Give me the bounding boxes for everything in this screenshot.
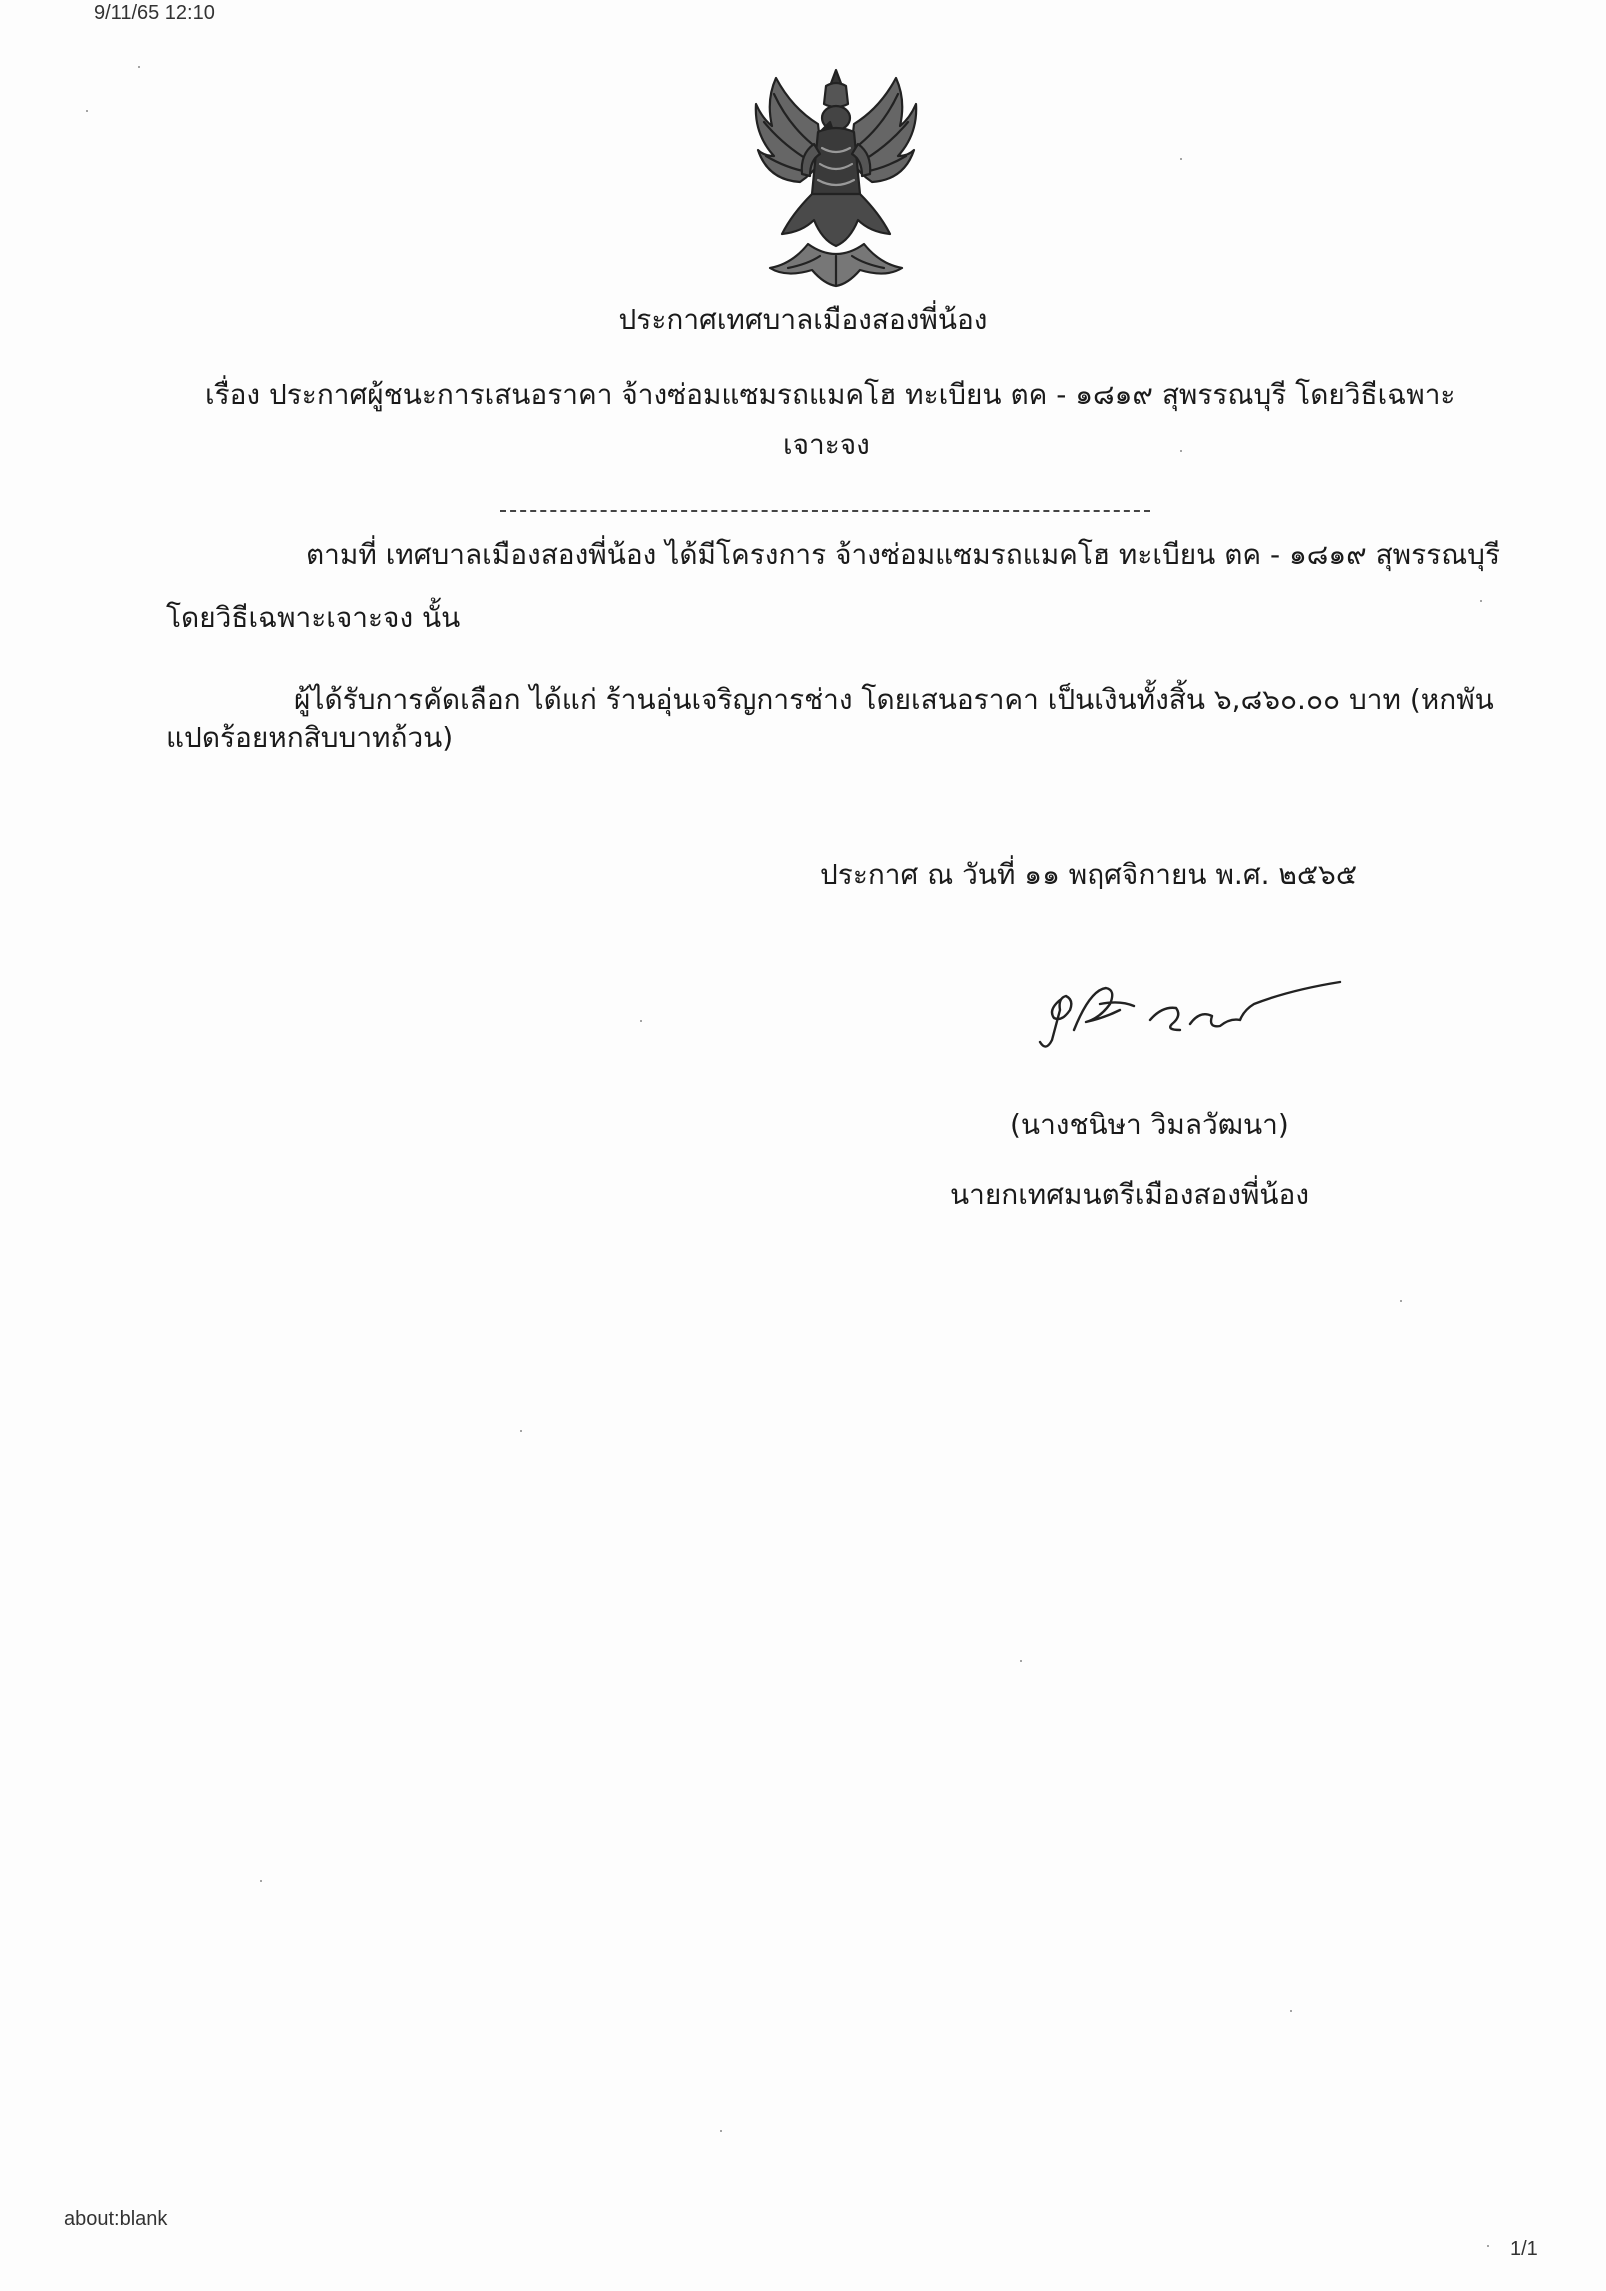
body-paragraph-1-line-2: โดยวิธีเฉพาะเจาะจง นั้น: [166, 601, 461, 634]
body-paragraph-2-line-1: ผู้ได้รับการคัดเลือก ได้แก่ ร้านอุ่นเจริญการช่าง โดยเสนอราคา เป็นเงินทั้งสิ้น ๖,๘๖๐.๐๐ บาท (หกพัน: [294, 683, 1494, 716]
document-title: ประกาศเทศบาลเมืองสองพี่น้อง: [618, 303, 988, 336]
scan-speck: [1180, 450, 1182, 452]
title-divider: [500, 510, 1150, 512]
scan-speck: [720, 2130, 722, 2132]
scan-speck: [1290, 2010, 1292, 2012]
garuda-emblem-icon: [752, 64, 920, 290]
scan-speck: [640, 1020, 642, 1022]
scan-speck: [520, 1430, 522, 1432]
body-paragraph-2-line-2: แปดร้อยหกสิบบาทถ้วน): [166, 721, 454, 754]
scan-speck: [1180, 158, 1182, 160]
scan-speck: [1487, 2245, 1489, 2247]
body-paragraph-1-line-1: ตามที่ เทศบาลเมืองสองพี่น้อง ได้มีโครงการ จ้างซ่อมแซมรถแมคโฮ ทะเบียน ตค - ๑๘๑๙ สุพรรณบุรี: [306, 538, 1500, 571]
print-url: about:blank: [64, 2208, 168, 2230]
handwritten-signature-icon: [1030, 960, 1350, 1060]
scan-speck: [86, 110, 88, 112]
scan-speck: [1480, 600, 1482, 602]
print-datetime: 9/11/65 12:10: [94, 2, 215, 24]
announcement-date: ประกาศ ณ วันที่ ๑๑ พฤศจิกายน พ.ศ. ๒๕๖๕: [820, 858, 1358, 891]
scan-speck: [1020, 1660, 1022, 1662]
document-subject-continued: เจาะจง: [783, 428, 870, 461]
signatory-position: นายกเทศมนตรีเมืองสองพี่น้อง: [950, 1178, 1310, 1211]
document-subject: เรื่อง ประกาศผู้ชนะการเสนอราคา จ้างซ่อมแซมรถแมคโฮ ทะเบียน ตค - ๑๘๑๙ สุพรรณบุรี โดยวิธีเฉพาะ: [205, 378, 1456, 411]
scan-speck: [1400, 1300, 1402, 1302]
signatory-name: (นางชนิษา วิมลวัฒนา): [1010, 1108, 1289, 1141]
scan-speck: [138, 66, 140, 68]
print-page-number: 1/1: [1510, 2238, 1538, 2260]
scan-speck: [260, 1880, 262, 1882]
